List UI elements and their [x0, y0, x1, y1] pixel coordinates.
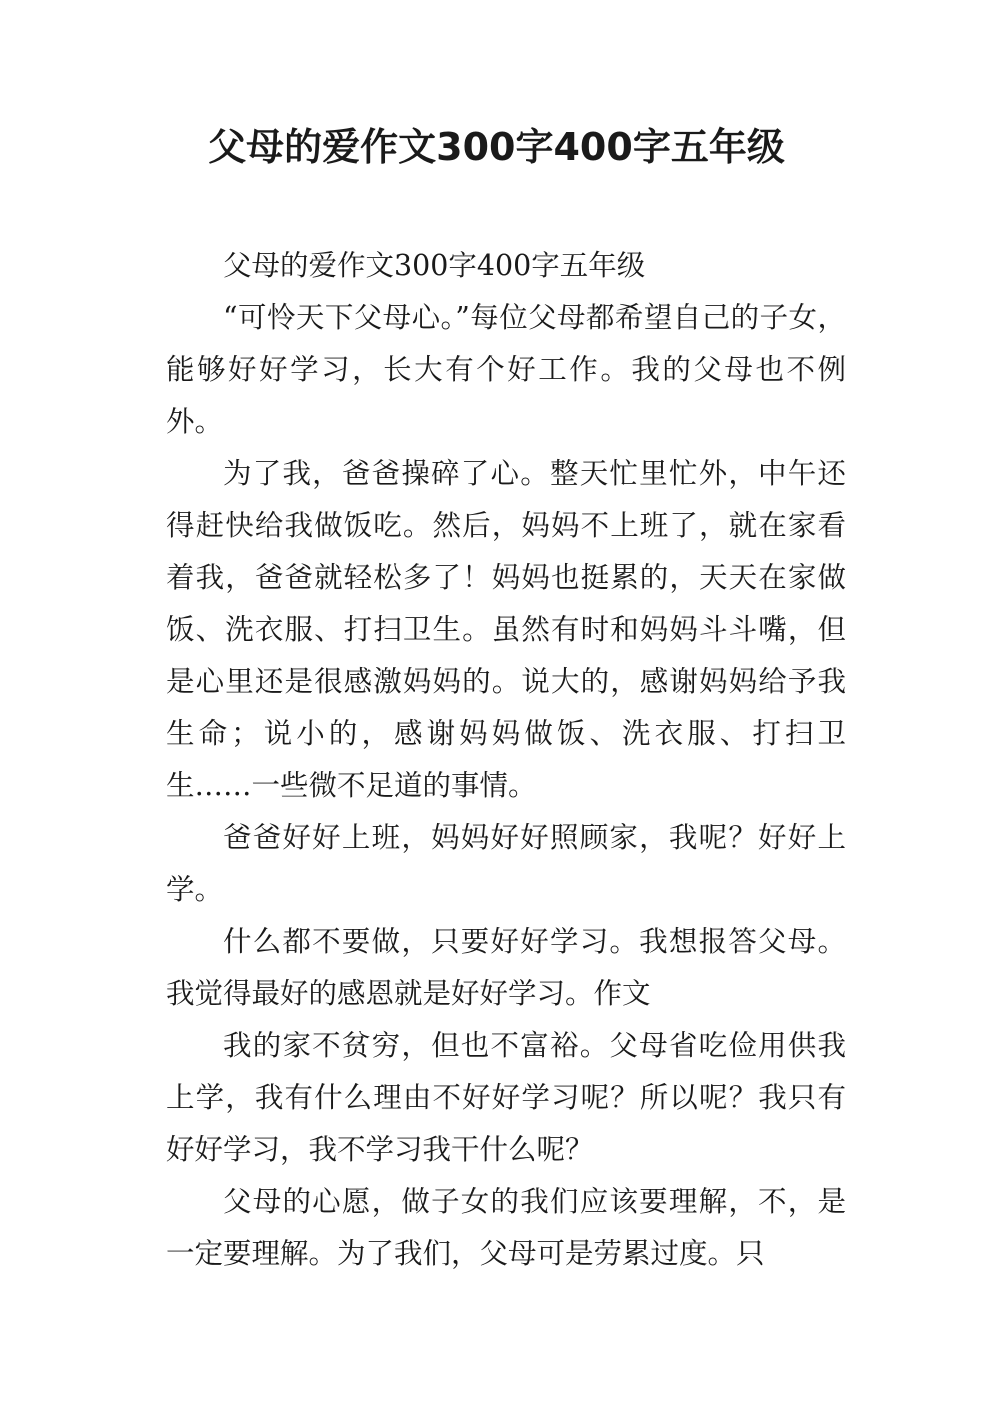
paragraph-3: 爸爸好好上班，妈妈好好照顾家，我呢？好好上学。: [166, 821, 846, 906]
paragraph-2: 为了我，爸爸操碎了心。整天忙里忙外，中午还得赶快给我做饭吃。然后，妈妈不上班了，就在家看着我，爸爸就轻松多了！妈妈也挺累的，天天在家做饭、洗衣服、打扫卫生。虽然有时和妈妈斗斗嘴，但是心里还是很感激妈妈的。说大的，感谢妈妈给予我生命；说小的，感谢妈妈做饭、洗衣服、打扫卫生……一些微不足道的事情。: [166, 457, 846, 802]
paragraph-1: “可怜天下父母心。”每位父母都希望自己的子女，能够好好学习，长大有个好工作。我的父母也不例外。: [166, 301, 846, 438]
document-title: 父母的爱作文300字400字五年级: [208, 125, 785, 169]
paragraph-5: 我的家不贫穷，但也不富裕。父母省吃俭用供我上学，我有什么理由不好好学习呢？所以呢？我只有好好学习，我不学习我干什么呢？: [166, 1029, 846, 1166]
paragraph-4: 什么都不要做，只要好好学习。我想报答父母。我觉得最好的感恩就是好好学习。作文: [166, 925, 846, 1010]
document-body: [166, 240, 846, 1280]
paragraph-subtitle: 父母的爱作文300字400字五年级: [223, 249, 646, 282]
paragraph-6: 父母的心愿，做子女的我们应该要理解，不，是一定要理解。为了我们，父母可是劳累过度。只: [166, 1185, 846, 1270]
